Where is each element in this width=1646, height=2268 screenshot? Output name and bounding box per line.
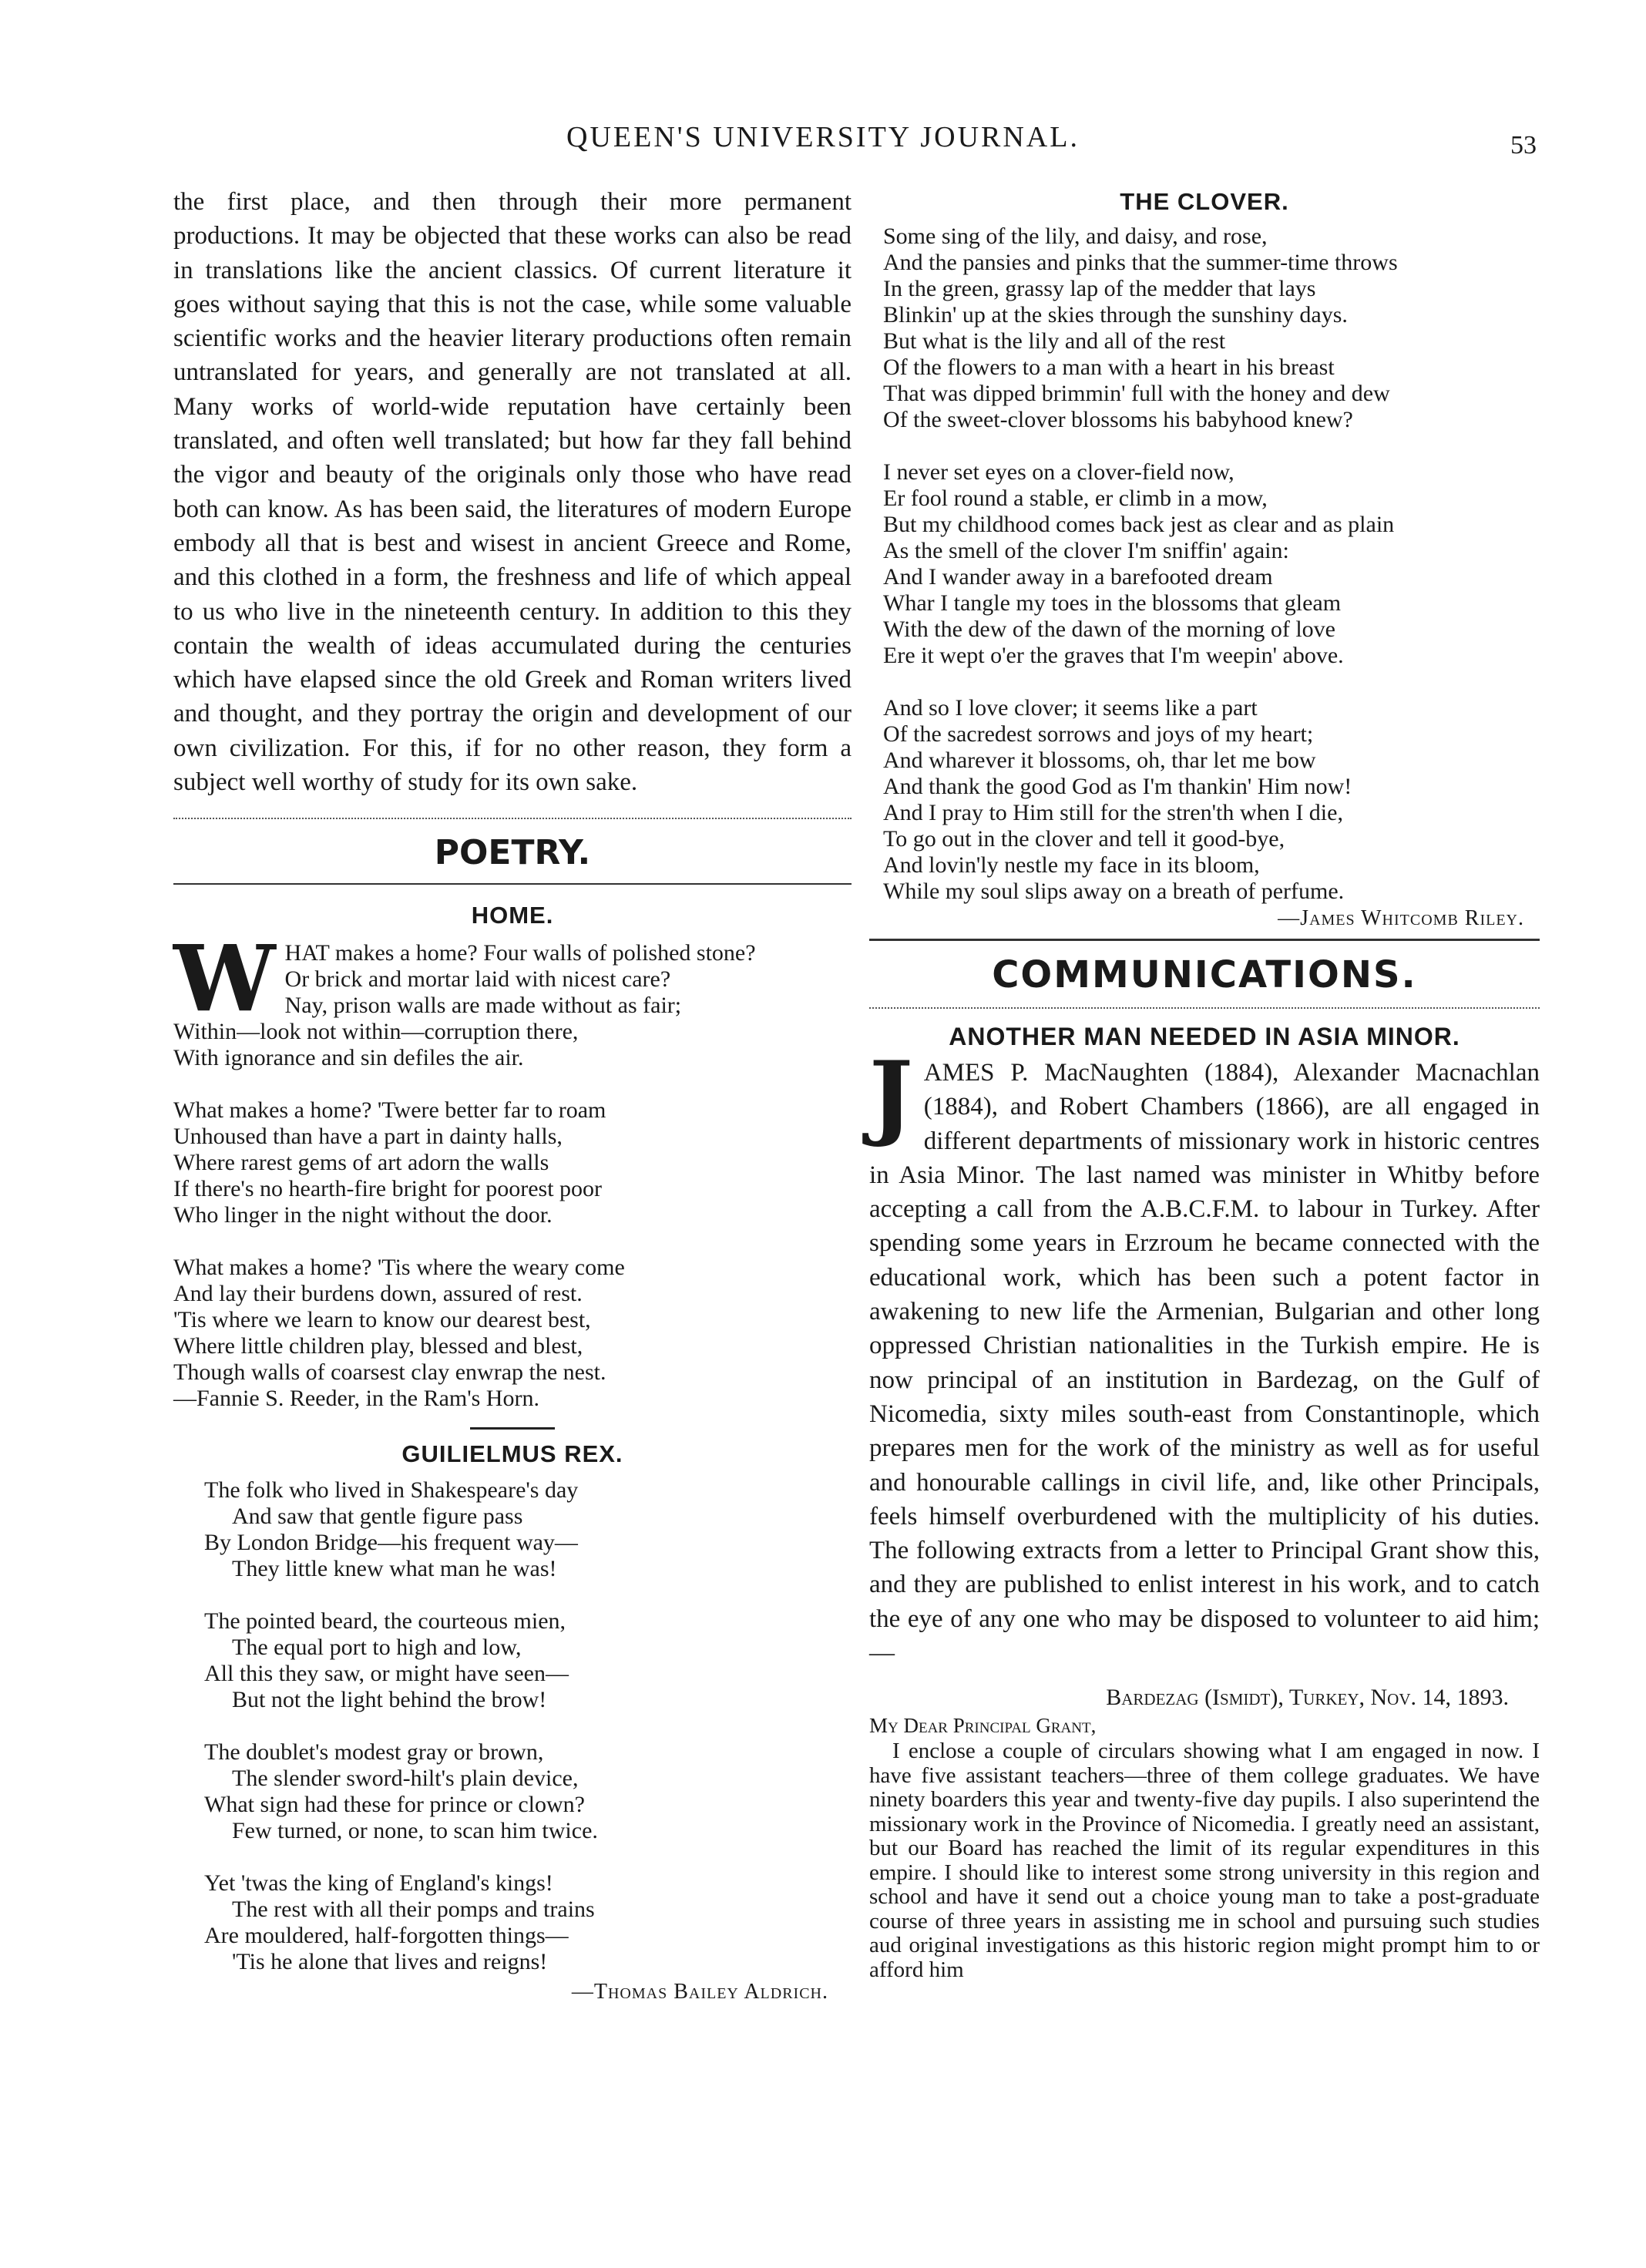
poem-line: And thank the good God as I'm thankin' Him now!	[883, 774, 1352, 799]
poem-line: What makes a home? 'Tis where the weary come	[173, 1255, 625, 1281]
communications-rule	[869, 1007, 1540, 1009]
drop-cap: J	[869, 1041, 913, 1150]
poem-line: The folk who lived in Shakespeare's day	[204, 1477, 579, 1504]
poem-line: The rest with all their pomps and trains	[232, 1897, 595, 1923]
poem-line: And the pansies and pinks that the summer-time throws	[883, 250, 1398, 275]
poem-line: What makes a home? 'Twere better far to roam	[173, 1097, 606, 1124]
poem-line: Of the flowers to a man with a heart in his breast	[883, 354, 1335, 380]
home-stanza-2	[173, 1097, 852, 1228]
clover-attribution: —James Whitcomb Riley.	[1278, 906, 1524, 930]
poem-separator	[470, 1427, 555, 1430]
poem-line: And wharever it blossoms, oh, thar let me bow	[883, 748, 1316, 773]
poem-line: By London Bridge—his frequent way—	[204, 1530, 578, 1556]
poem-line: Unhoused than have a part in dainty halls,	[173, 1124, 563, 1150]
poem-line: Though walls of coarsest clay enwrap the nest.	[173, 1359, 606, 1386]
letter-date: Bardezag (Ismidt), Turkey, Nov. 14, 1893.	[1106, 1685, 1509, 1711]
poem-line: Ere it wept o'er the graves that I'm weepin' above.	[883, 643, 1344, 668]
poem-line: Of the sacredest sorrows and joys of my heart;	[883, 721, 1314, 747]
poem-source: —Fannie S. Reeder, in the Ram's Horn.	[173, 1386, 539, 1412]
poem-line: And lovin'ly nestle my face in its bloom,	[883, 852, 1260, 878]
poem-line: Blinkin' up at the skies through the sunshiny days.	[883, 302, 1348, 328]
essay-paragraph: the first place, and then through their more permanent productions. It may be objected that these works can also be read in translations like the ancient classics. Of current literature it goes without saying that this is not the case, while some valuable scientific works and the heavier literary productions often remain untranslated for years, and generally are not translated at all. Many works of world-wide reputation have certainly been translated, and often well translated; but how far they fall behind the vigor and beauty of the originals only those who have read both can know. As has been said, the literatures of modern Europe embody all that is best and wisest in ancient Greece and Rome, and this clothed in a form, the freshness and life of which appeal to us who live in the nineteenth century. In addition to this they contain the wealth of ideas accumulated during the centuries which have elapsed since the old Greek and Roman writers lived and thought, and they portray the origin and development of our own civilization. For this, if for no other reason, they form a subject well worthy of study for its own sake.	[173, 188, 852, 797]
poetry-rule	[173, 883, 852, 885]
guilielmus-stanza-2	[204, 1608, 852, 1713]
clover-title: THE CLOVER.	[1120, 188, 1289, 215]
clover-stanza-2	[883, 459, 1540, 669]
page-number: 53	[1510, 131, 1537, 160]
guilielmus-title: GUILIELMUS REX.	[401, 1440, 623, 1468]
poem-line: Few turned, or none, to scan him twice.	[232, 1818, 598, 1844]
poem-line: Within—look not within—corruption there,	[173, 1019, 579, 1045]
article-paragraph	[869, 1041, 1540, 1670]
poem-line: Er fool round a stable, er climb in a mow,	[883, 486, 1268, 511]
poem-line: But what is the lily and all of the rest	[883, 328, 1226, 354]
poem-line: The pointed beard, the courteous mien,	[204, 1608, 566, 1635]
guilielmus-attribution: —Thomas Bailey Aldrich.	[571, 1980, 828, 2004]
running-title: QUEEN'S UNIVERSITY JOURNAL.	[566, 121, 1080, 153]
poem-line: Where rarest gems of art adorn the walls	[173, 1150, 549, 1176]
poem-line: And so I love clover; it seems like a part	[883, 695, 1258, 721]
poem-line: And saw that gentle figure pass	[232, 1504, 523, 1530]
article-text: AMES P. MacNaughten (1884), Alexander Macnachlan (1884), and Robert Chambers (1866), are all engaged in different departments of missionary work in historic centres in Asia Minor. The last named was minister in Whitby before accepting a call from the A.B.C.F.M. to labour in Turkey. After spending some years in Erzroum he became connected with the educational work, which has been such a potent factor in awakening to new life the Armenian, Bulgarian and other long oppressed Christian nationalities in the Turkish empire. He is now principal of an institution in Bardezag, on the Gulf of Nicomedia, sixty miles south-east from Constantinople, which prepares men for the work of the ministry as well as for useful and honourable callings in civil life, and, like other Principals, feels himself overburdened with the multiplicity of his duties. The following extracts from a letter to Principal Grant show this, and they are published to enlist interest in his work, and to catch the eye of any one who may be disposed to volunteer to aid him;—	[869, 1059, 1540, 1668]
home-poem	[173, 925, 852, 1412]
home-title: HOME.	[471, 902, 554, 929]
poem-line: Of the sweet-clover blossoms his babyhood knew?	[883, 407, 1353, 432]
poem-line: 'Tis he alone that lives and reigns!	[232, 1949, 548, 1975]
poem-line: With ignorance and sin defiles the air.	[173, 1045, 524, 1071]
article-body	[869, 1041, 1540, 1670]
poem-line: The slender sword-hilt's plain device,	[232, 1766, 579, 1792]
poem-line: The equal port to high and low,	[232, 1635, 522, 1661]
letter-salutation: My Dear Principal Grant,	[869, 1714, 1097, 1738]
poem-line: That was dipped brimmin' full with the honey and dew	[883, 381, 1390, 406]
poem-line: HAT makes a home? Four walls of polished stone?	[284, 940, 756, 966]
poem-line: If there's no hearth-fire bright for poorest poor	[173, 1176, 603, 1202]
article-title: ANOTHER MAN NEEDED IN ASIA MINOR.	[949, 1023, 1460, 1050]
poem-line: But not the light behind the brow!	[232, 1687, 547, 1713]
right-column	[869, 185, 1540, 1982]
poetry-section	[173, 833, 852, 2004]
drop-cap: W	[173, 925, 276, 1033]
poetry-heading: POETRY.	[434, 833, 591, 873]
left-column	[173, 185, 852, 2004]
poem-line: And I pray to Him still for the stren'th when I die,	[883, 800, 1343, 825]
guilielmus-stanza-4	[204, 1870, 852, 1975]
poem-line: Where little children play, blessed and blest,	[173, 1333, 583, 1359]
poem-line: And lay their burdens down, assured of rest.	[173, 1281, 583, 1307]
guilielmus-poem	[173, 1477, 852, 1975]
poem-line: Who linger in the night without the door.	[173, 1202, 553, 1228]
poem-line: Or brick and mortar laid with nicest care?	[284, 966, 671, 993]
poem-line: Nay, prison walls are made without as fair;	[284, 993, 682, 1019]
section-divider	[173, 818, 852, 819]
poem-line: Yet 'twas the king of England's kings!	[204, 1870, 553, 1897]
guilielmus-stanza-3	[204, 1739, 852, 1844]
clover-poem	[869, 223, 1540, 905]
clover-rule	[869, 939, 1540, 941]
letter-body: I enclose a couple of circulars showing what I am engaged in now. I have five assistant teachers—three of them college graduates. We have ninety boarders this year and twenty-five day pupils. I also superintend the missionary work in the Province of Nicomedia. I greatly need an assistant, but our Board has reached the limit of its regular expenditures in this empire. I should like to interest some strong university in this region and school and have it send out a choice young man to take a post-graduate course of three years in assisting me in school and pursuing such studies aud original investigations as this historic region might prompt him to or afford him	[869, 1739, 1540, 1982]
essay-continuation	[173, 185, 852, 799]
poem-line: In the green, grassy lap of the medder that lays	[883, 276, 1316, 301]
home-stanza-3	[173, 1255, 852, 1412]
poem-line: The doublet's modest gray or brown,	[204, 1739, 544, 1766]
poem-line: They little knew what man he was!	[232, 1556, 557, 1582]
poem-line: 'Tis where we learn to know our dearest best,	[173, 1307, 591, 1333]
poem-line: All this they saw, or might have seen—	[204, 1661, 569, 1687]
poem-line: To go out in the clover and tell it good-bye,	[883, 826, 1285, 852]
poem-line: But my childhood comes back jest as clear and as plain	[883, 512, 1395, 537]
poem-line: Whar I tangle my toes in the blossoms that gleam	[883, 590, 1342, 616]
poem-line: What sign had these for prince or clown?	[204, 1792, 585, 1818]
poem-line: And I wander away in a barefooted dream	[883, 564, 1273, 590]
poem-line: As the smell of the clover I'm sniffin' again:	[883, 538, 1289, 563]
poem-line: With the dew of the dawn of the morning of love	[883, 617, 1335, 642]
poem-line: Are mouldered, half-forgotten things—	[204, 1923, 569, 1949]
clover-stanza-3	[883, 695, 1540, 905]
clover-stanza-1	[883, 223, 1540, 433]
poem-line: While my soul slips away on a breath of perfume.	[883, 879, 1345, 904]
poem-line: I never set eyes on a clover-field now,	[883, 459, 1234, 485]
guilielmus-stanza-1	[204, 1477, 852, 1582]
communications-heading: COMMUNICATIONS.	[992, 953, 1417, 996]
poem-line: Some sing of the lily, and daisy, and rose,	[883, 223, 1268, 249]
home-stanza-1	[173, 925, 852, 1071]
